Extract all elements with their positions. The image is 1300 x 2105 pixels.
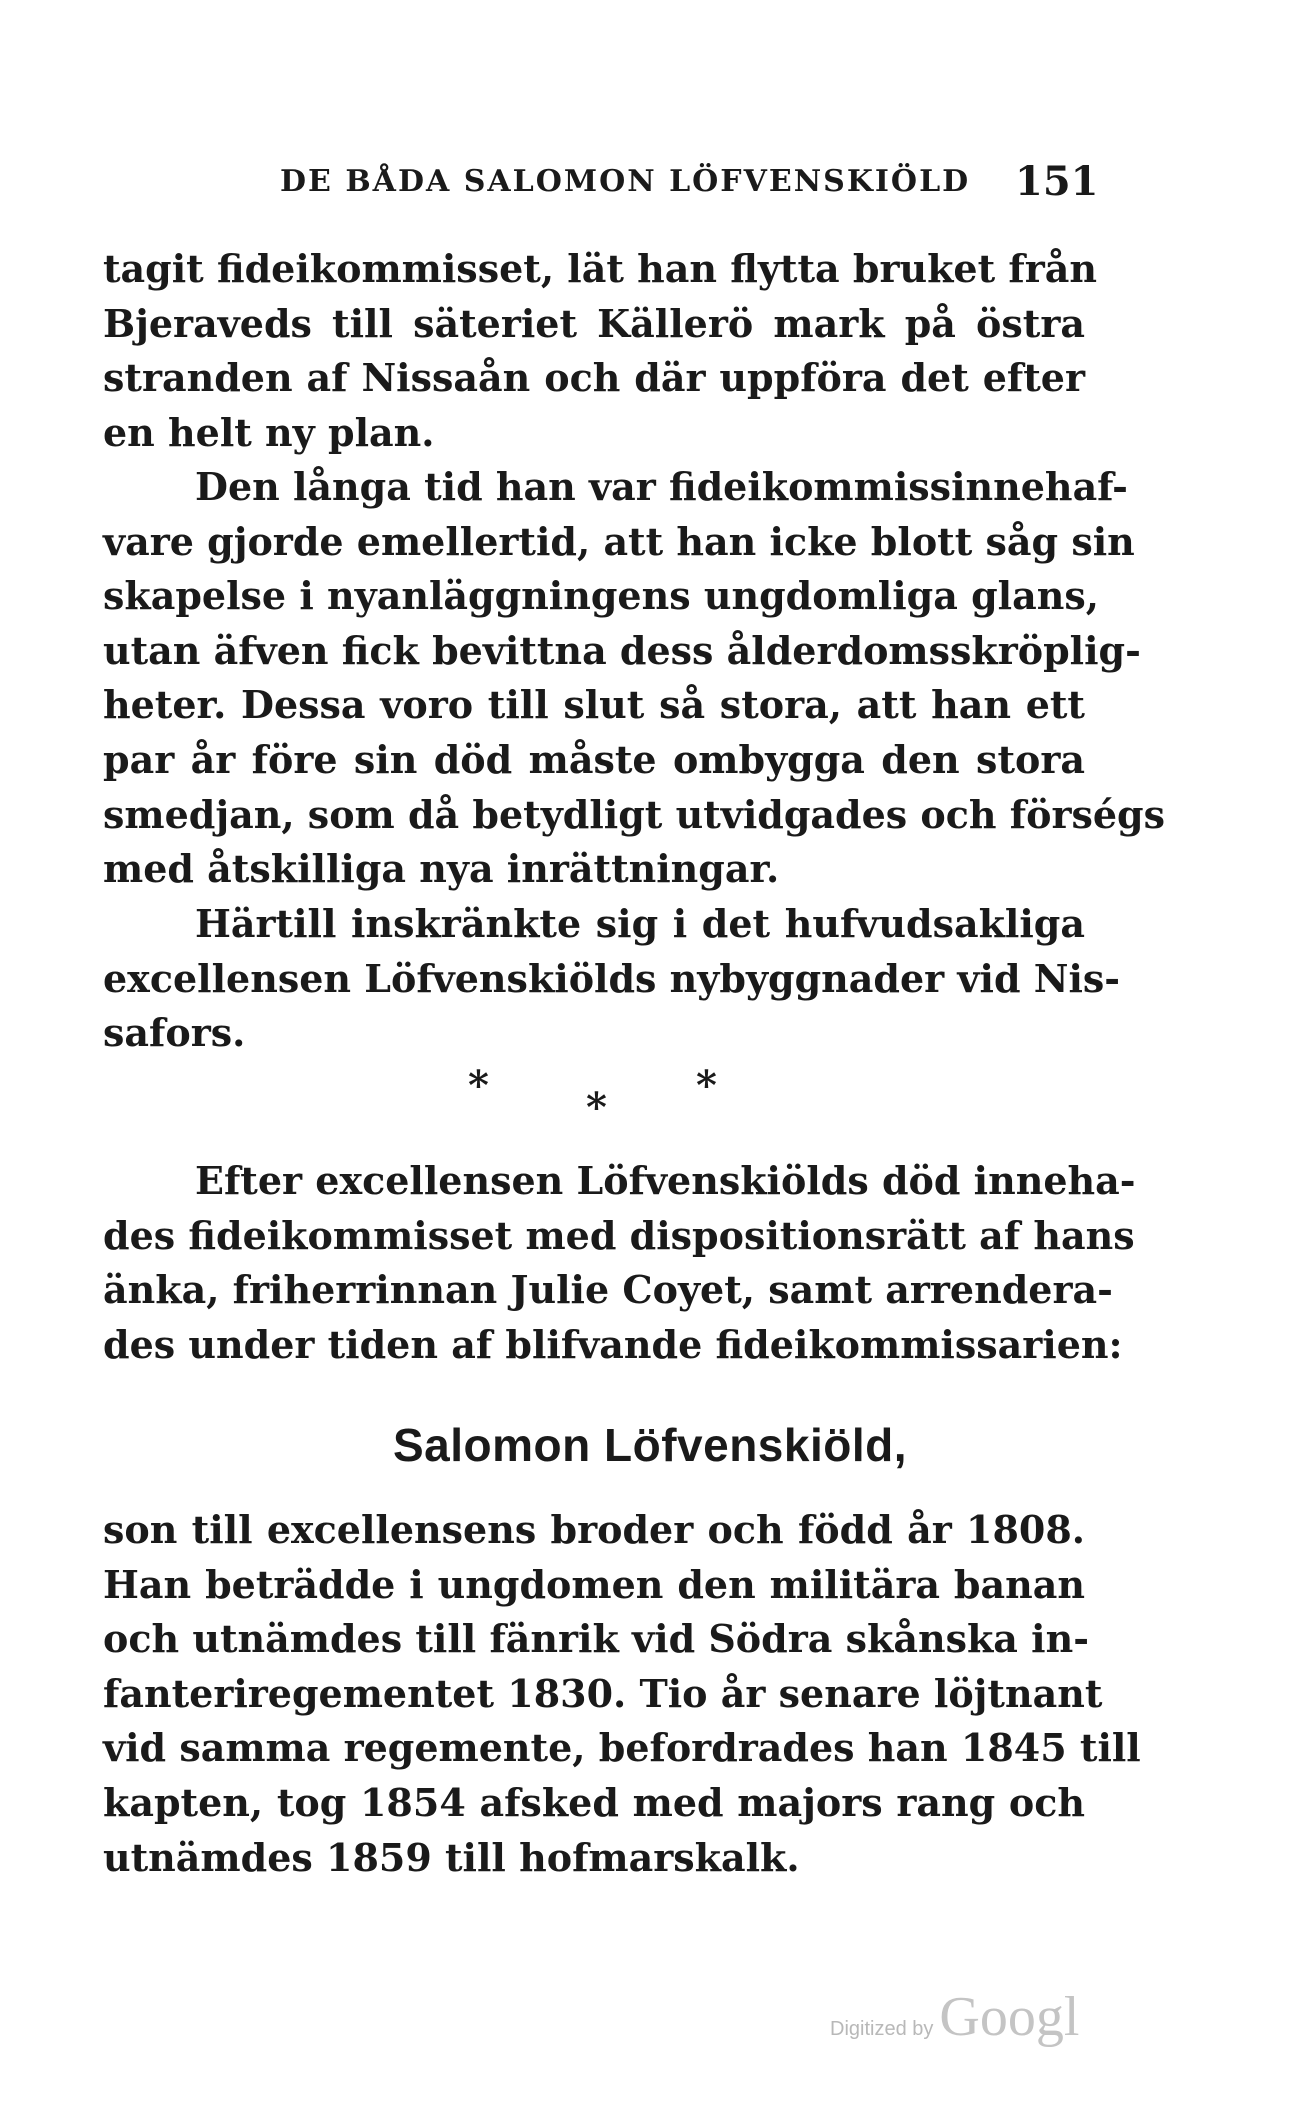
text-line: des fideikommisset med dispositionsrätt af hans [103,1212,1135,1258]
asterisk-mark: * [696,1062,717,1109]
text-line: med åtskilliga nya inrättningar. [103,846,780,892]
text-line: Han beträdde i ungdomen den militära banan [103,1561,1085,1607]
text-line: smedjan, som då betydligt utvidgades och förségs [103,791,1165,837]
text-line: tagit fideikommisset, lät han flytta bruket från [103,246,1098,291]
text-line: vid samma regemente, befordrades han 1845 till [103,1725,1141,1771]
text-line: Härtill inskränkte sig i det hufvudsakliga [195,901,1085,946]
text-line: en helt ny plan. [103,409,435,455]
text-line: utnämdes 1859 till hofmarskalk. [103,1834,800,1880]
asterisk-mark: * [468,1062,489,1109]
paragraph-1 [103,242,1098,460]
text-line: stranden af Nissaån och där uppföra det efter [103,355,1085,401]
digitized-watermark [830,1985,1079,2049]
text-line: Bjeraveds till säteriet Källerö mark på östra [103,300,1085,346]
text-line: vare gjorde emellertid, att han icke blott såg sin [103,518,1135,564]
text-line: son till excellensens broder och född år 1808. [103,1507,1085,1552]
text-line: des under tiden af blifvande fideikommissarien: [103,1321,1123,1367]
text-line: Den långa tid han var fideikommissinnehaf- [195,464,1128,509]
paragraph-3 [103,897,1121,1061]
text-line: safors. [103,1010,246,1056]
text-line: och utnämdes till fänrik vid Södra skånska in- [103,1616,1089,1662]
text-line: excellensen Löfvenskiölds nybyggnader vid Nis- [103,955,1121,1001]
paragraph-2 [103,460,1165,897]
google-logo: Googl [939,1986,1080,2048]
section-asterism [0,1062,1300,1142]
digitized-label: Digitized by [830,2018,934,2040]
page-number: 151 [1015,158,1099,205]
paragraph-4 [103,1154,1136,1372]
text-line: utan äfven fick bevittna dess ålderdomsskröplig- [103,627,1141,673]
running-title: DE BÅDA SALOMON LÖFVENSKIÖLD [280,164,971,199]
name-heading: Salomon Löfvenskiöld, [392,1419,907,1471]
text-line: skapelse i nyanläggningens ungdomliga glans, [103,573,1099,619]
text-line: änka, friherrinnan Julie Coyet, samt arrendera- [103,1267,1113,1313]
text-line: par år före sin död måste ombygga den stora [103,736,1085,782]
paragraph-5 [103,1503,1141,1885]
text-line: kapten, tog 1854 afsked med majors rang och [103,1779,1085,1825]
text-line: fanteriregementet 1830. Tio år senare löjtnant [103,1670,1103,1716]
text-line: Efter excellensen Löfvenskiölds död inneha- [195,1158,1136,1203]
text-line: heter. Dessa voro till slut så stora, att han ett [103,682,1085,728]
asterisk-mark: * [586,1084,607,1131]
